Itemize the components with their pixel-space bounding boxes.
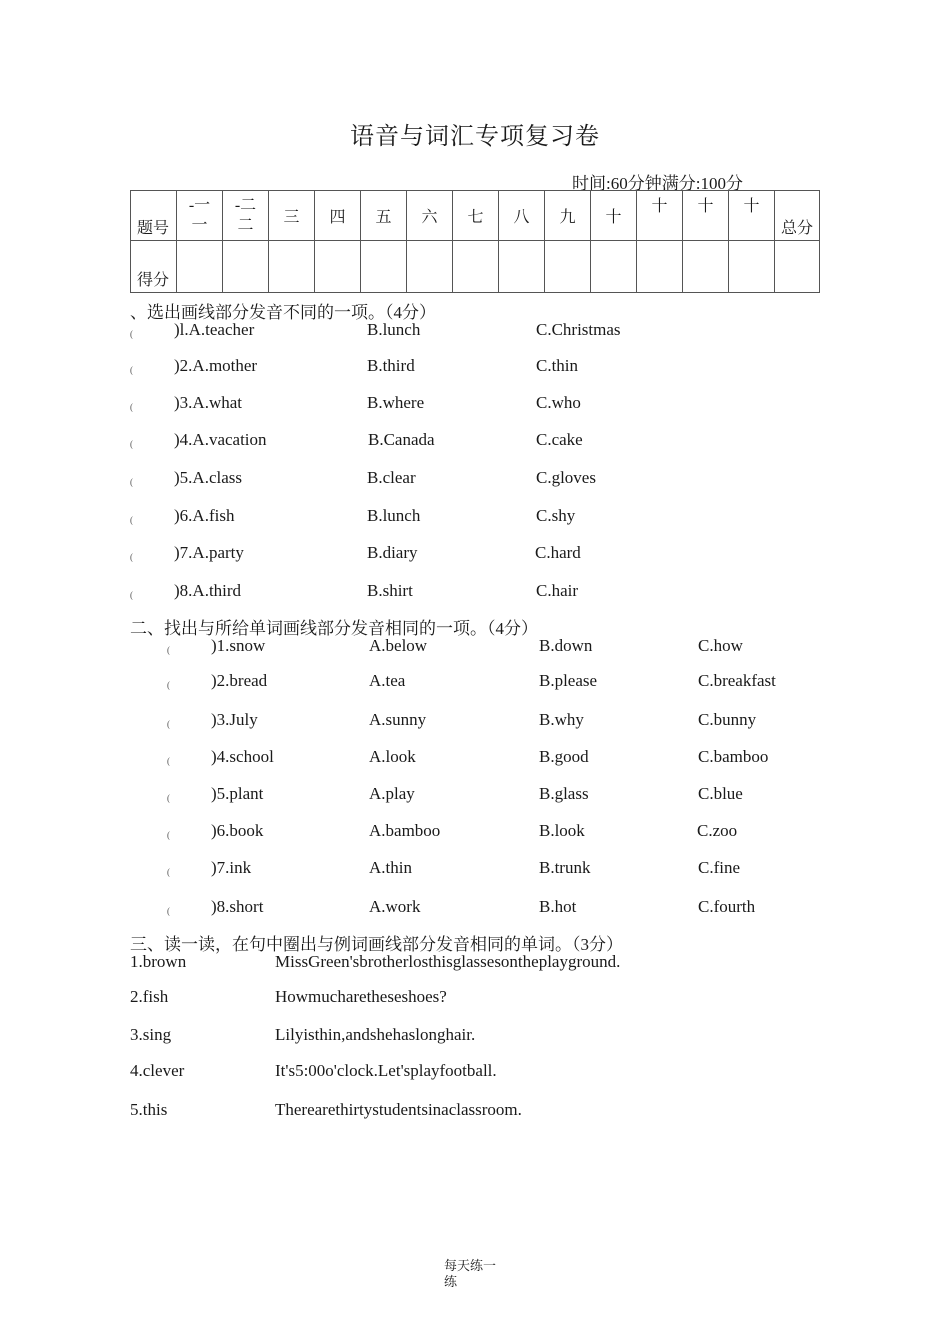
col-header-5: 五 xyxy=(361,191,407,241)
score-cell[interactable] xyxy=(177,241,223,293)
col-header-11: 十 xyxy=(637,191,683,241)
section2-item: ( )7.ink A.thin B.trunk C.fine xyxy=(167,858,741,877)
section2-item: ( )6.book A.bamboo B.look C.zoo xyxy=(167,821,738,840)
col-header-10: 十 xyxy=(591,191,637,241)
score-cell[interactable] xyxy=(315,241,361,293)
section3-item: 4.clever It's5:00o'clock.Let'splayfootball. xyxy=(130,1061,497,1080)
score-cell[interactable] xyxy=(591,241,637,293)
section1-item: ( )6.A.fish B.lunch C.shy xyxy=(130,506,576,525)
score-cell[interactable] xyxy=(683,241,729,293)
score-cell[interactable] xyxy=(729,241,775,293)
section1-item: ( )5.A.class B.clear C.gloves xyxy=(130,468,596,487)
section1-item: ( )4.A.vacation B.Canada C.cake xyxy=(130,430,583,449)
time-and-score-line: 时间:60分钟满分:100分 xyxy=(572,174,743,193)
col-header-6: 六 xyxy=(407,191,453,241)
total-score-cell[interactable] xyxy=(775,241,820,293)
page-title: 语音与词汇专项复习卷 xyxy=(350,124,600,150)
section1-item: ( )2.A.mother B.third C.thin xyxy=(130,356,579,375)
score-cell[interactable] xyxy=(545,241,591,293)
section2-heading: 二、找出与所给单词画线部分发音相同的一项。（4分） xyxy=(130,619,538,638)
section1-item: ( )3.A.what B.where C.who xyxy=(130,393,581,412)
col-header-13: 十 xyxy=(729,191,775,241)
score-cell[interactable] xyxy=(361,241,407,293)
score-cell[interactable] xyxy=(223,241,269,293)
section2-item: ( )5.plant A.play B.glass C.blue xyxy=(167,784,743,803)
score-label: 得分 xyxy=(131,241,177,293)
section3-item: 3.sing Lilyisthin,andshehaslonghair. xyxy=(130,1025,476,1044)
section1-item: ( )l.A.teacher B.lunch C.Christmas xyxy=(130,320,621,339)
score-cell[interactable] xyxy=(407,241,453,293)
section2-item: ( )4.school A.look B.good C.bamboo xyxy=(167,747,769,766)
score-cell[interactable] xyxy=(637,241,683,293)
score-cell[interactable] xyxy=(269,241,315,293)
section3-item: 1.brown MissGreen'sbrotherlosthisglassesontheplayground. xyxy=(130,952,621,971)
section3-heading: 三、读一读，在句中圈出与例词画线部分发音相同的单词。（3分） xyxy=(130,935,623,954)
col-header-8: 八 xyxy=(499,191,545,241)
score-cell[interactable] xyxy=(453,241,499,293)
col-header-12: 十 xyxy=(683,191,729,241)
page-footer: 每天练一练 xyxy=(444,1258,497,1289)
question-number-label: 题号 xyxy=(131,191,177,241)
col-header-7: 七 xyxy=(453,191,499,241)
score-table xyxy=(130,190,820,293)
section2-item: ( )3.July A.sunny B.why C.bunny xyxy=(167,710,757,729)
col-header-1: -一 一 xyxy=(177,191,223,241)
col-header-4: 四 xyxy=(315,191,361,241)
section3-item: 2.fish Howmucharetheseshoes? xyxy=(130,987,447,1006)
col-header-9: 九 xyxy=(545,191,591,241)
section2-item: ( )8.short A.work B.hot C.fourth xyxy=(167,897,756,916)
total-score-label: 总分 xyxy=(775,191,820,241)
col-header-2: -二 二 xyxy=(223,191,269,241)
section1-item: ( )7.A.party B.diary C.hard xyxy=(130,543,581,562)
section2-item: ( )1.snow A.below B.down C.how xyxy=(167,636,743,655)
section2-item: ( )2.bread A.tea B.please C.breakfast xyxy=(167,671,776,690)
col-header-3: 三 xyxy=(269,191,315,241)
section3-item: 5.this Therearethirtystudentsinaclassroom. xyxy=(130,1100,522,1119)
score-cell[interactable] xyxy=(499,241,545,293)
section1-heading: 、选出画线部分发音不同的一项。（4分） xyxy=(130,303,436,322)
section1-item: ( )8.A.third B.shirt C.hair xyxy=(130,581,579,600)
